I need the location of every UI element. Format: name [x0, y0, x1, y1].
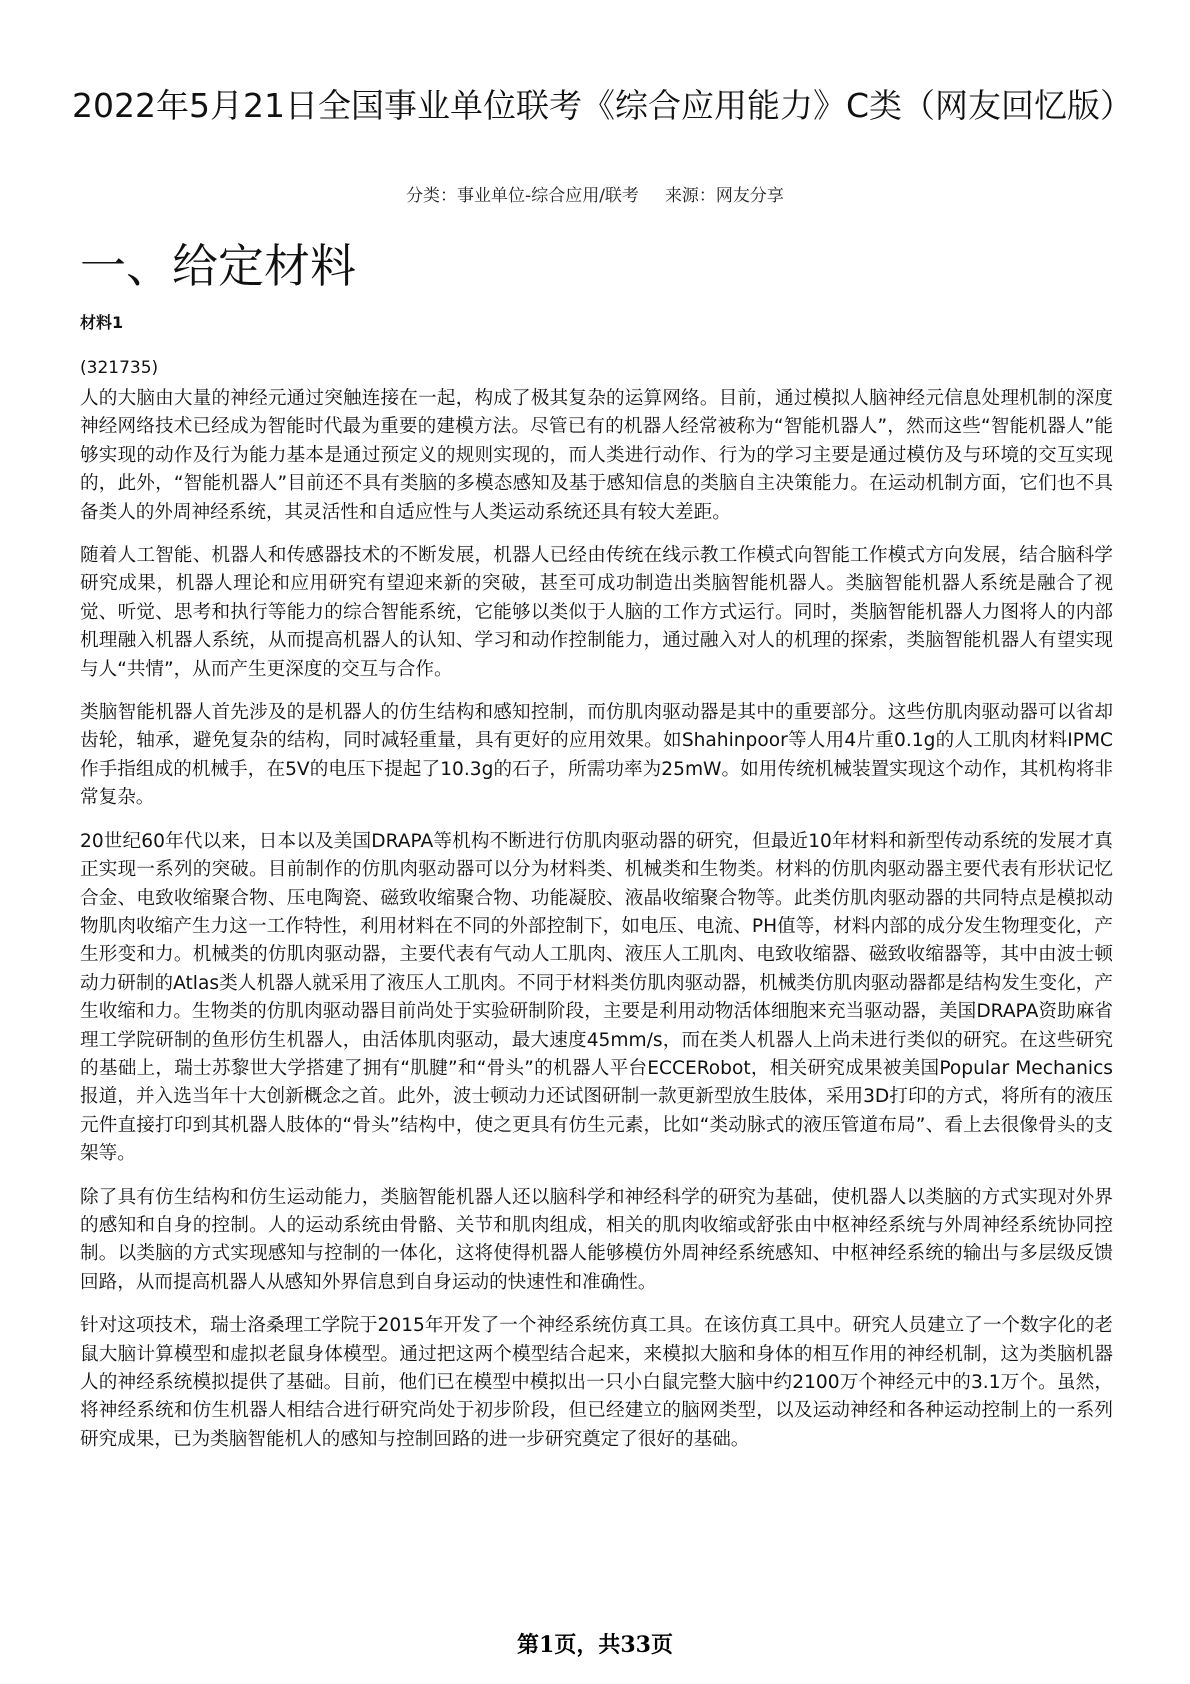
paragraph: 除了具有仿生结构和仿生运动能力，类脑智能机器人还以脑科学和神经科学的研究为基础，使机器人以类脑的方式实现对外界的感知和自身的控制。人的运动系统由骨骼、关节和肌肉组成，相关的肌肉收缩或舒张由中枢神经系统与外周神经系统协同控制。以类脑的方式实现感知与控制的一体化，这将使得机器人能够模仿外周神经系统感知、中枢神经系统的输出与多层级反馈回路，从而提高机器人从感知外界信息到自身运动的快速性和准确性。: [80, 1186, 1113, 1293]
document-title: 2022年5月21日全国事业单位联考《综合应用能力》C类（网友回忆版）: [72, 86, 1134, 125]
material-body: [80, 385, 1113, 1469]
section-heading: 一、给定材料: [80, 239, 356, 293]
paragraph: 针对这项技术，瑞士洛桑理工学院于2015年开发了一个神经系统仿真工具。在该仿真工具中。研究人员建立了一个数字化的老鼠大脑计算模型和虚拟老鼠身体模型。通过把这两个模型结合起来，来模拟大脑和身体的相互作用的神经机制，这为类脑机器人的神经系统模拟提供了基础。目前，他们已在模型中模拟出一只小白鼠完整大脑中约2100万个神经元中的3.1万个。虽然，将神经系统和仿生机器人相结合进行研究尚处于初步阶段，但已经建立的脑网类型，以及运动神经和各种运动控制上的一系列研究成果，已为类脑智能机人的感知与控制回路的进一步研究奠定了很好的基础。: [80, 1315, 1113, 1450]
category-label: 分类：事业单位-综合应用/联考: [406, 186, 639, 206]
material-id: (321735): [80, 358, 159, 378]
page-number: 第1页，共33页: [517, 1632, 673, 1658]
material-label: 材料1: [80, 313, 124, 332]
source-label: 来源：网友分享: [664, 186, 784, 206]
paragraph: 随着人工智能、机器人和传感器技术的不断发展，机器人已经由传统在线示教工作模式向智能工作模式方向发展，结合脑科学研究成果，机器人理论和应用研究有望迎来新的突破，甚至可成功制造出类脑智能机器人。类脑智能机器人系统是融合了视觉、听觉、思考和执行等能力的综合智能系统，它能够以类似于人脑的工作方式运行。同时，类脑智能机器人力图将人的内部机理融入机器人系统，从而提高机器人的认知、学习和动作控制能力，通过融入对人的机理的探索，类脑智能机器人有望实现与人“共情”，从而产生更深度的交互与合作。: [80, 545, 1113, 680]
paragraph: 人的大脑由大量的神经元通过突触连接在一起，构成了极其复杂的运算网络。目前，通过模拟人脑神经元信息处理机制的深度神经网络技术已经成为智能时代最为重要的建模方法。尽管已有的机器人经常被称为“智能机器人”，然而这些“智能机器人”能够实现的动作及行为能力基本是通过预定义的规则实现的，而人类进行动作、行为的学习主要是通过模仿及与环境的交互实现的，此外，“智能机器人”目前还不具有类脑的多模态感知及基于感知信息的类脑自主决策能力。在运动机制方面，它们也不具备类人的外周神经系统，其灵活性和自适应性与人类运动系统还具有较大差距。: [80, 388, 1113, 523]
paragraph: 20世纪60年代以来，日本以及美国DRAPA等机构不断进行仿肌肉驱动器的研究，但最近10年材料和新型传动系统的发展才真正实现一系列的突破。目前制作的仿肌肉驱动器可以分为材料类、机械类和生物类。材料的仿肌肉驱动器主要代表有形状记忆合金、电致收缩聚合物、压电陶瓷、磁致收缩聚合物、功能凝胶、液晶收缩聚合物等。此类仿肌肉驱动器的共同特点是模拟动物肌肉收缩产生力这一工作特性，利用材料在不同的外部控制下，如电压、电流、PH值等，材料内部的成分发生物理变化，产生形变和力。机械类的仿肌肉驱动器，主要代表有气动人工肌肉、液压人工肌肉、电致收缩器、磁致收缩器等，其中由波士顿动力研制的Atlas类人机器人就采用了液压人工肌肉。不同于材料类仿肌肉驱动器，机械类仿肌肉驱动器都是结构发生变化，产生收缩和力。生物类的仿肌肉驱动器目前尚处于实验研制阶段，主要是利用动物活体细胞来充当驱动器，美国DRAPA资助麻省理工学院研制的鱼形仿生机器人，由活体肌肉驱动，最大速度45mm/s，而在类人机器人上尚未进行类似的研究。在这些研究的基础上，瑞士苏黎世大学搭建了拥有“肌腱”和“骨头”的机器人平台ECCERobot，相关研究成果被美国Popular Mechanics报道，并入选当年十大创新概念之首。此外，波士顿动力还试图研制一款更新型放生肢体，采用3D打印的方式，将所有的液压元件直接打印到其机器人肢体的“骨头”结构中，使之更具有仿生元素，比如“类动脉式的液压管道布局”、看上去很像骨头的支架等。: [80, 830, 1113, 1165]
paragraph: 类脑智能机器人首先涉及的是机器人的仿生结构和感知控制，而仿肌肉驱动器是其中的重要部分。这些仿肌肉驱动器可以省却齿轮，轴承，避免复杂的结构，同时减轻重量，具有更好的应用效果。如Shahinpoor等人用4片重0.1g的人工肌肉材料IPMC作手指组成的机械手，在5V的电压下提起了10.3g的石子，所需功率为25mW。如用传统机械装置实现这个动作，其机构将非常复杂。: [80, 702, 1113, 809]
document-meta: [72, 184, 1118, 208]
